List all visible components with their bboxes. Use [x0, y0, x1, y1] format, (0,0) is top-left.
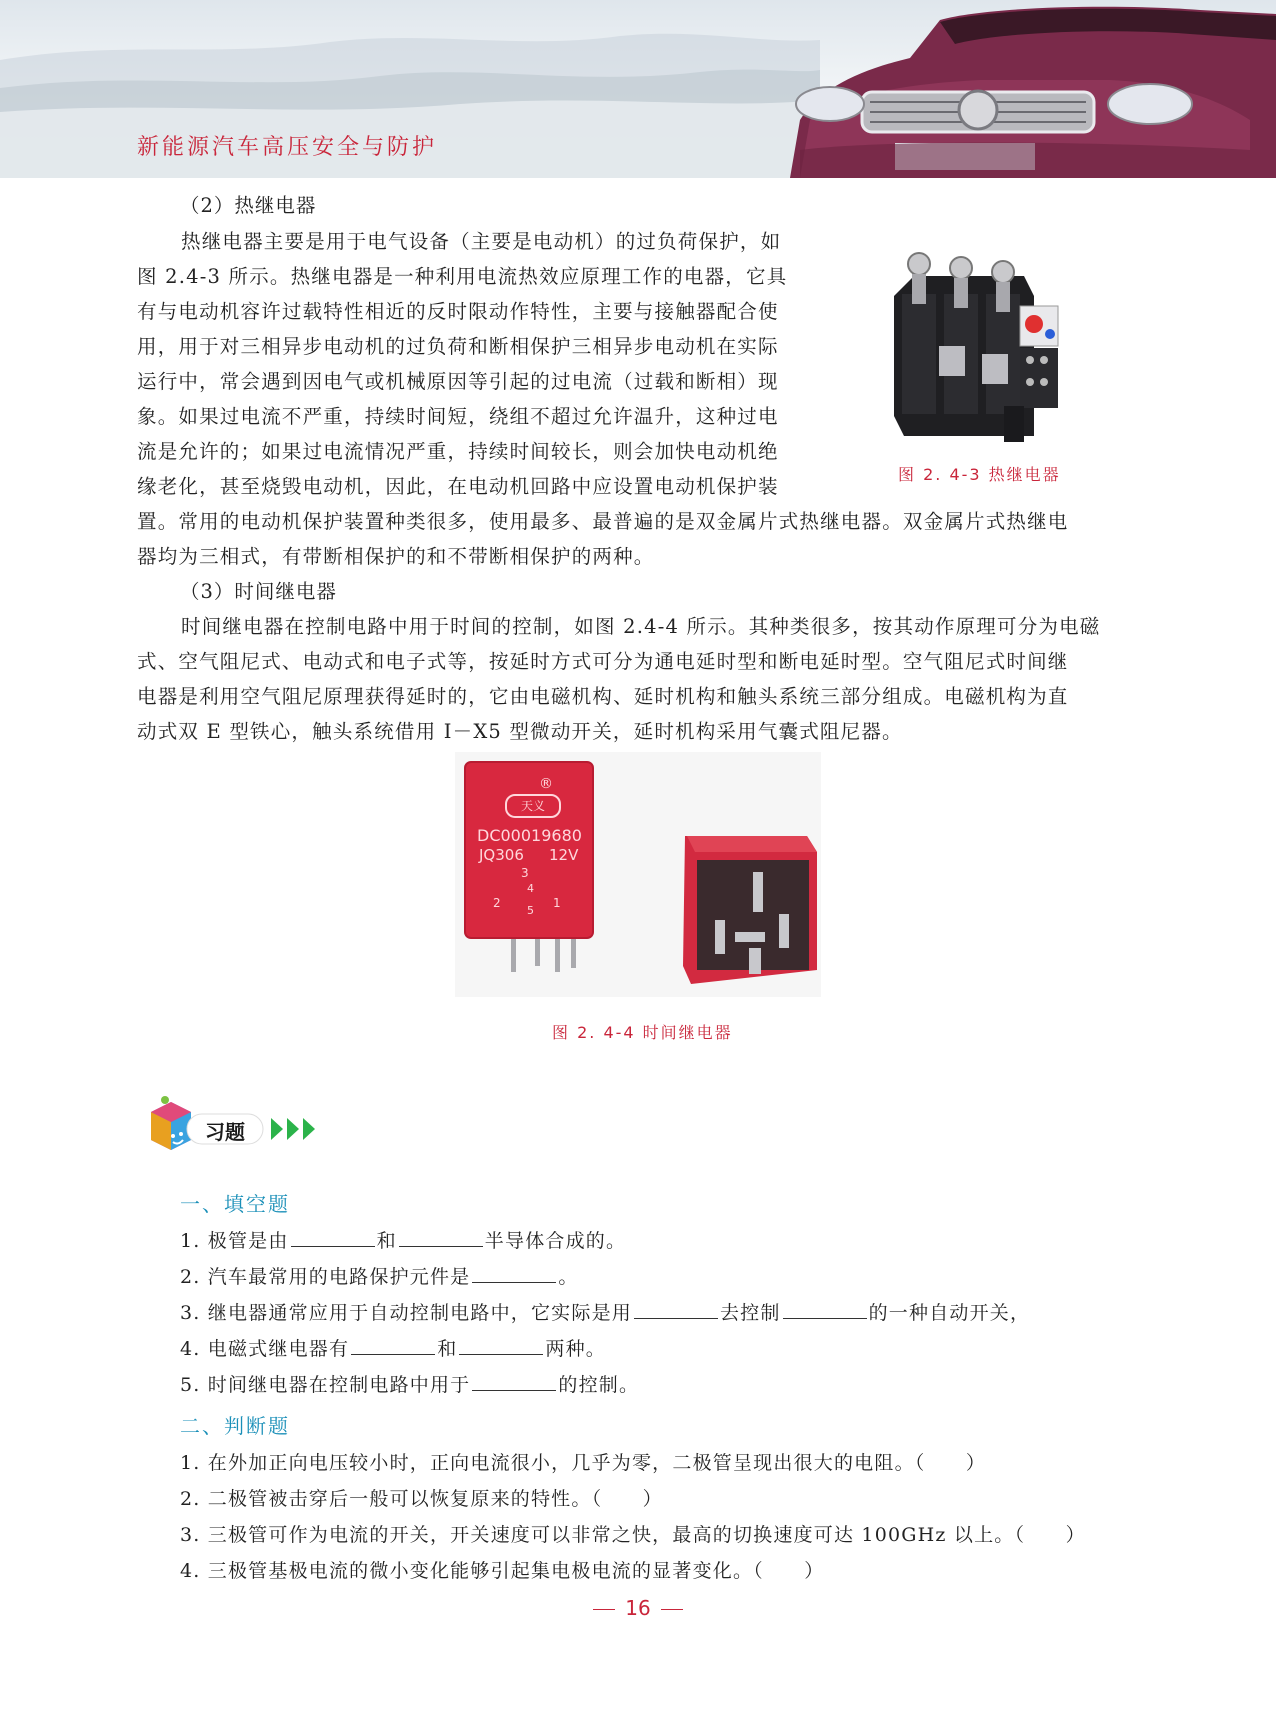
answer-blank[interactable] [351, 1336, 435, 1355]
answer-blank[interactable] [459, 1336, 543, 1355]
answer-blank[interactable] [291, 1228, 375, 1247]
question-text: 两种。 [545, 1338, 606, 1360]
thermal-relay-photo [884, 236, 1062, 448]
pin-label: 4 [527, 882, 534, 895]
paragraph-line: 象。如果过电流不严重，持续时间短，绕组不超过允许温升，这种过电 [137, 405, 779, 428]
fill-question [180, 1262, 579, 1292]
question-number: 5. [180, 1374, 201, 1396]
paragraph-line: 图 2.4-3 所示。热继电器是一种利用电流热效应原理工作的电器，它具 [137, 265, 788, 288]
judge-question: 4. 三极管基极电流的微小变化能够引起集电极电流的显著变化。（ ） [180, 1560, 825, 1582]
fill-question [180, 1298, 1030, 1328]
true-false-heading: 二、判断题 [180, 1414, 290, 1438]
relay-voltage: 12V [549, 846, 579, 864]
divider [661, 1609, 683, 1610]
question-number: 3. [180, 1302, 201, 1324]
pin-label: 3 [521, 866, 529, 880]
fill-in-blank-heading: 一、填空题 [180, 1192, 290, 1216]
question-text: 半导体合成的。 [484, 1230, 627, 1252]
fill-question [180, 1334, 606, 1364]
answer-blank[interactable] [472, 1372, 556, 1391]
figure-caption-2-4-3: 图 2. 4-3 热继电器 [898, 465, 1061, 484]
question-text: 和 [437, 1338, 458, 1360]
question-number: 4. [180, 1338, 201, 1360]
car-illustration [790, 7, 1276, 178]
paragraph-line: 运行中，常会遇到因电气或机械原因等引起的过电流（过载和断相）现 [137, 370, 779, 393]
paragraph-line: 器均为三相式，有带断相保护的和不带断相保护的两种。 [137, 545, 655, 568]
paragraph-line: 缘老化，甚至烧毁电动机，因此，在电动机回路中应设置电动机保护装 [137, 475, 779, 498]
paragraph-line: 时间继电器在控制电路中用于时间的控制，如图 2.4-4 所示。其种类很多，按其动作原理可分为电磁 [181, 615, 1101, 638]
question-text: 。 [558, 1266, 579, 1288]
answer-blank[interactable] [783, 1300, 867, 1319]
exercises-badge-label: 习题 [205, 1120, 245, 1144]
answer-blank[interactable] [634, 1300, 718, 1319]
question-text: 时间继电器在控制电路中用于 [207, 1374, 471, 1396]
figure-caption-2-4-4: 图 2. 4-4 时间继电器 [552, 1023, 733, 1042]
paragraph-line: 置。常用的电动机保护装置种类很多，使用最多、最普遍的是双金属片式热继电器。双金属片式热继电 [137, 510, 1069, 533]
judge-question: 3. 三极管可作为电流的开关，开关速度可以非常之快，最高的切换速度可达 100GHz 以上。（ ） [180, 1524, 1086, 1546]
time-relay-photo [455, 752, 821, 997]
paragraph-line: 动式双 E 型铁心，触头系统借用 I－X5 型微动开关，延时机构采用气囊式阻尼器。 [137, 720, 903, 743]
paragraph-line: 用，用于对三相异步电动机的过负荷和断相保护三相异步电动机在实际 [137, 335, 779, 358]
judge-question: 2. 二极管被击穿后一般可以恢复原来的特性。（ ） [180, 1488, 663, 1510]
pin-label: 1 [553, 896, 561, 910]
judge-question: 1. 在外加正向电压较小时，正向电流很小，几乎为零，二极管呈现出很大的电阻。（ ） [180, 1452, 987, 1474]
relay-model: JQ306 [479, 846, 524, 864]
brand-logo: 天义 [505, 794, 561, 818]
pin-label: 5 [527, 904, 534, 917]
paragraph-line: 有与电动机容许过载特性相近的反时限动作特性，主要与接触器配合使 [137, 300, 779, 323]
paragraph-line: 热继电器主要是用于电气设备（主要是电动机）的过负荷保护，如 [181, 230, 782, 253]
question-text: 电磁式继电器有 [207, 1338, 350, 1360]
question-number: 1. [180, 1230, 201, 1252]
relay-model-code: DC00019680 [477, 826, 582, 845]
question-text: 汽车最常用的电路保护元件是 [207, 1266, 471, 1288]
pin-label: 2 [493, 896, 501, 910]
question-text: 的控制。 [558, 1374, 640, 1396]
time-relay-illustration [455, 752, 821, 997]
page-number [580, 1596, 696, 1620]
paragraph-line: 式、空气阻尼式、电动式和电子式等，按延时方式可分为通电延时型和断电延时型。空气阻尼式时间继 [137, 650, 1069, 673]
question-number: 2. [180, 1266, 201, 1288]
fill-question [180, 1226, 626, 1256]
answer-blank[interactable] [472, 1264, 556, 1283]
question-text: 去控制 [719, 1302, 781, 1324]
question-text: 和 [376, 1230, 397, 1252]
section-heading-thermal-relay: （2）热继电器 [180, 194, 317, 217]
paragraph-line: 流是允许的；如果过电流情况严重，持续时间较长，则会加快电动机绝 [137, 440, 779, 463]
divider [593, 1609, 615, 1610]
registered-mark: ® [539, 776, 553, 792]
running-title: 新能源汽车高压安全与防护 [137, 135, 438, 160]
section-heading-time-relay: （3）时间继电器 [180, 580, 337, 603]
question-text: 极管是由 [207, 1230, 289, 1252]
exercises-badge [143, 1090, 343, 1162]
answer-blank[interactable] [399, 1228, 483, 1247]
fill-question [180, 1370, 639, 1400]
page-header [0, 0, 1276, 178]
question-text: 继电器通常应用于自动控制电路中，它实际是用 [207, 1302, 632, 1324]
page-number-text: 16 [625, 1596, 651, 1620]
question-text: 的一种自动开关， [868, 1302, 1031, 1324]
paragraph-line: 电器是利用空气阻尼原理获得延时的，它由电磁机构、延时机构和触头系统三部分组成。电磁机构为直 [137, 685, 1069, 708]
